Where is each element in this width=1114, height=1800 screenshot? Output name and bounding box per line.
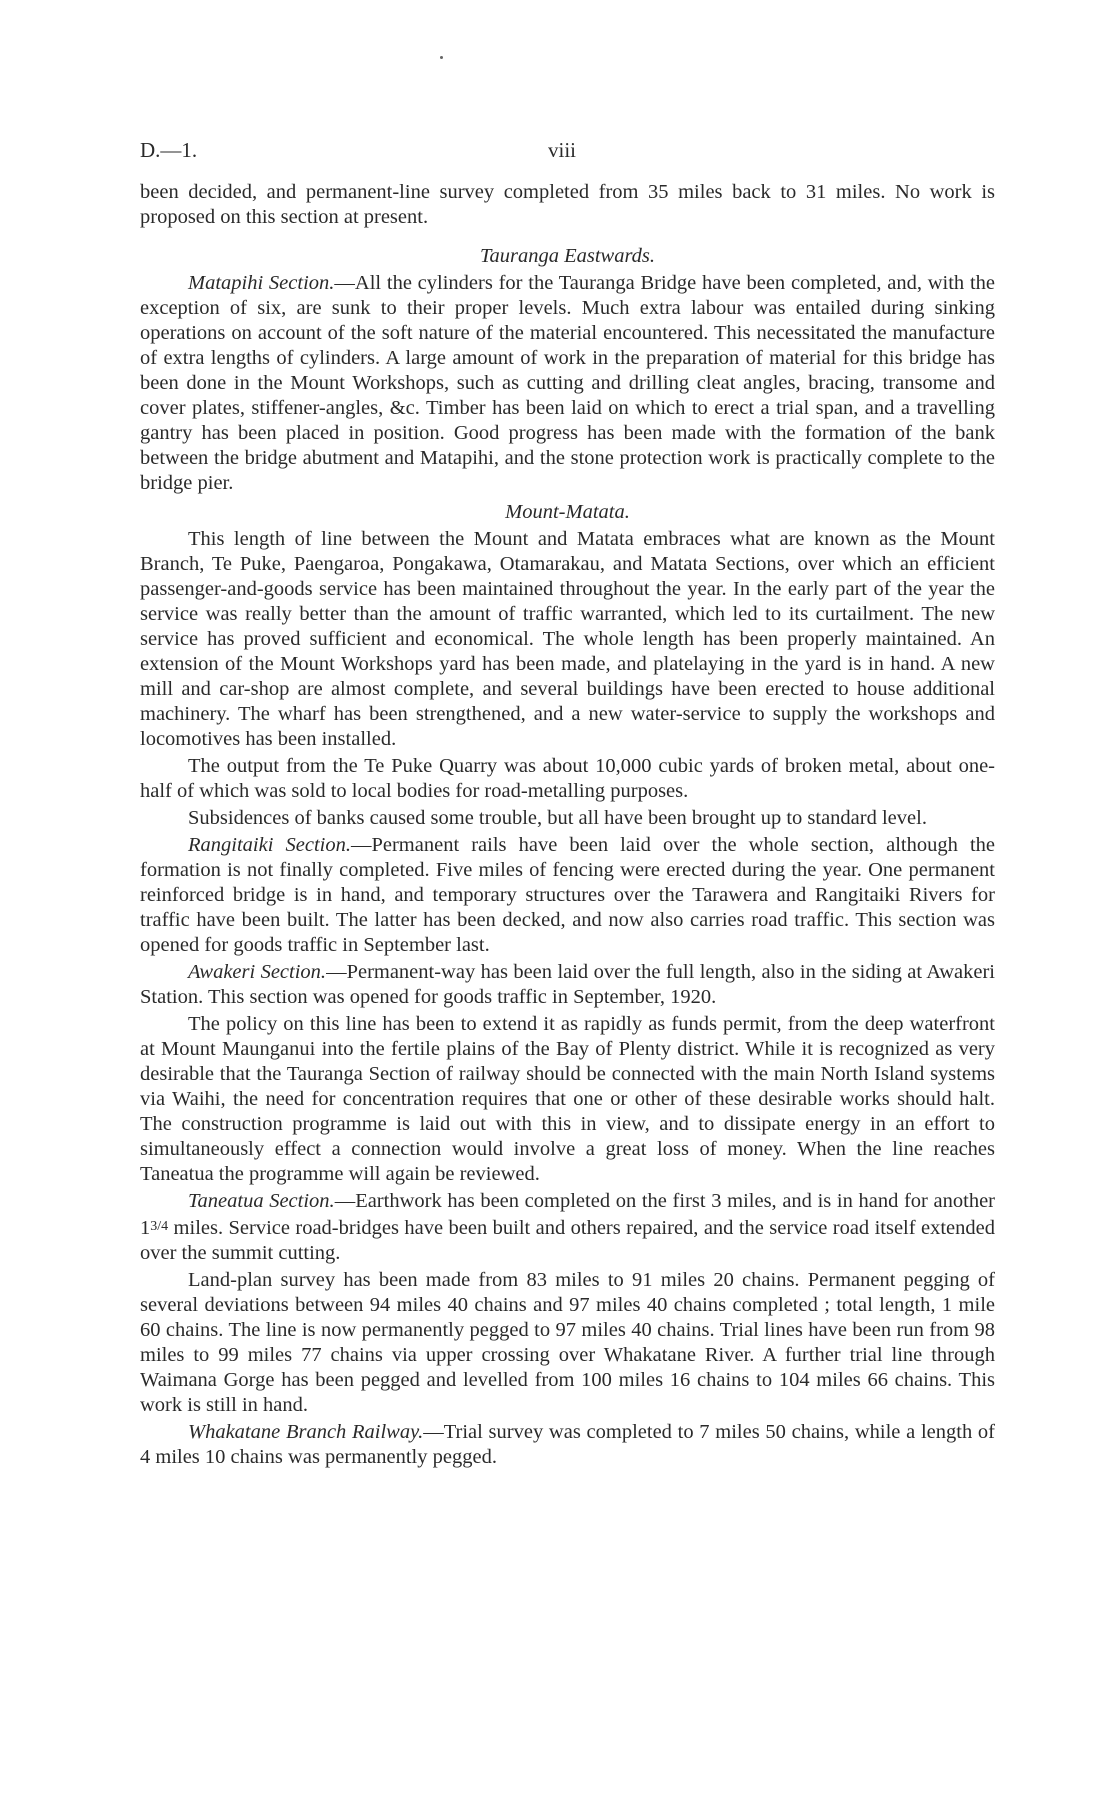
sidehead-matapihi: Matapihi Section. — [188, 272, 335, 294]
sidehead-rangitaiki: Rangitaiki Section. — [188, 834, 351, 856]
matapihi-text: —All the cylinders for the Tauranga Bridge have been completed, and, with the exception of six, are sunk to their proper levels. Much extra labour was entailed during sinking operations on account of the soft nature of the material encountered. This necessitated the manufacture of extra lengths of cylinders. A large amount of work in the preparation of material for this bridge has been done in the Mount Workshops, such as cutting and drilling cleat angles, bracing, transome and cover plates, stiffener-angles, &c. Timber has been laid on which to erect a trial span, and a travelling gantry has been placed in position. Good progress has been made with the formation of the bank between the bridge abutment and Matapihi, and the stone protection work is practically complete to the bridge pier. — [140, 272, 995, 494]
opening-paragraph: been decided, and permanent-line survey completed from 35 miles back to 31 miles. No work is proposed on this section at present. — [140, 181, 995, 228]
paragraph-awakeri — [140, 960, 995, 1010]
taneatua-text-a: —Earthwork has been completed on the first 3 miles, and is in hand for another 1 — [140, 1190, 995, 1239]
paragraph-land-plan: Land-plan survey has been made from 83 miles to 91 miles 20 chains. Permanent pegging of several deviations between 94 miles 40 chains and 97 miles 40 chains completed ; total length, 1 mile 60 chains. The line is now permanently pegged to 97 miles 40 chains. Trial lines have been run from 98 miles to 99 miles 77 chains via upper crossing over Whakatane River. A further trial line through Waimana Gorge has been pegged and levelled from 100 miles 16 chains to 104 miles 66 chains. This work is still in hand. — [140, 1269, 995, 1416]
sidehead-taneatua: Taneatua Section. — [188, 1190, 335, 1212]
sidehead-whakatane: Whakatane Branch Railway. — [188, 1421, 424, 1443]
paragraph-policy: The policy on this line has been to extend it as rapidly as funds permit, from the deep waterfront at Mount Maunganui into the fertile plains of the Bay of Plenty district. While it is recognized as very desirable that the Tauranga Section of railway should be connected with the main North Island systems via Waihi, the need for concentration requires that one or other of these desirable works should halt. The construction programme is laid out with this in view, and to dissipate energy in an effort to simultaneously effect a connection would involve a great loss of money. When the line reaches Taneatua the programme will again be reviewed. — [140, 1013, 995, 1185]
taneatua-text-b: miles. Service road-bridges have been built and others repaired, and the service road itself extended over the summit cutting. — [140, 1217, 995, 1264]
paragraph-quarry: The output from the Te Puke Quarry was about 10,000 cubic yards of broken metal, about one-half of which was sold to local bodies for road-metalling purposes. — [140, 755, 995, 802]
sidehead-awakeri: Awakeri Section. — [188, 961, 327, 983]
fraction-three-quarters: 3/4 — [150, 1219, 169, 1234]
paragraph-matapihi — [140, 271, 995, 496]
paragraph-mount-matata: This length of line between the Mount and Matata embraces what are known as the Mount Branch, Te Puke, Paengaroa, Pongakawa, Otamarakau, and Matata Sections, over which an efficient passenger-and-goods service has been maintained throughout the year. In the early part of the year the service was really better than the amount of traffic warranted, which led to its curtailment. The new service has proved sufficient and economical. The whole length has been properly maintained. An extension of the Mount Workshops yard has been made, and platelaying in the yard is in hand. A new mill and car-shop are almost complete, and several buildings have been erected to house additional machinery. The wharf has been strengthened, and a new water-service to supply the workshops and locomotives has been installed. — [140, 528, 995, 750]
document-reference: D.—1. — [140, 138, 198, 162]
page-header — [140, 138, 995, 168]
page-number: viii — [548, 138, 577, 162]
speck — [440, 56, 443, 59]
whakatane-text: —Trial survey was completed to 7 miles 50 chains, while a length of 4 miles 10 chains was permanently pegged. — [140, 1421, 995, 1468]
paragraph-subsidences: Subsidences of banks caused some trouble, but all have been brought up to standard level. — [188, 807, 927, 829]
rangitaiki-text: —Permanent rails have been laid over the whole section, although the formation is not finally completed. Five miles of fencing were erected during the year. One permanent reinforced bridge is in hand, and temporary structures over the Tarawera and Rangitaiki Rivers for traffic have been built. The latter has been decked, and now also carries road traffic. This section was opened for goods traffic in September last. — [140, 834, 996, 956]
paragraph-whakatane — [140, 1420, 995, 1470]
page-body — [140, 180, 995, 1472]
heading-tauranga-eastwards: Tauranga Eastwards. — [479, 245, 656, 267]
paragraph-taneatua — [140, 1189, 995, 1266]
heading-mount-matata: Mount-Matata. — [505, 501, 630, 523]
awakeri-text: —Permanent-way has been laid over the full length, also in the siding at Awakeri Station. This section was opened for goods traffic in September, 1920. — [140, 961, 995, 1008]
paragraph-rangitaiki — [140, 833, 995, 958]
